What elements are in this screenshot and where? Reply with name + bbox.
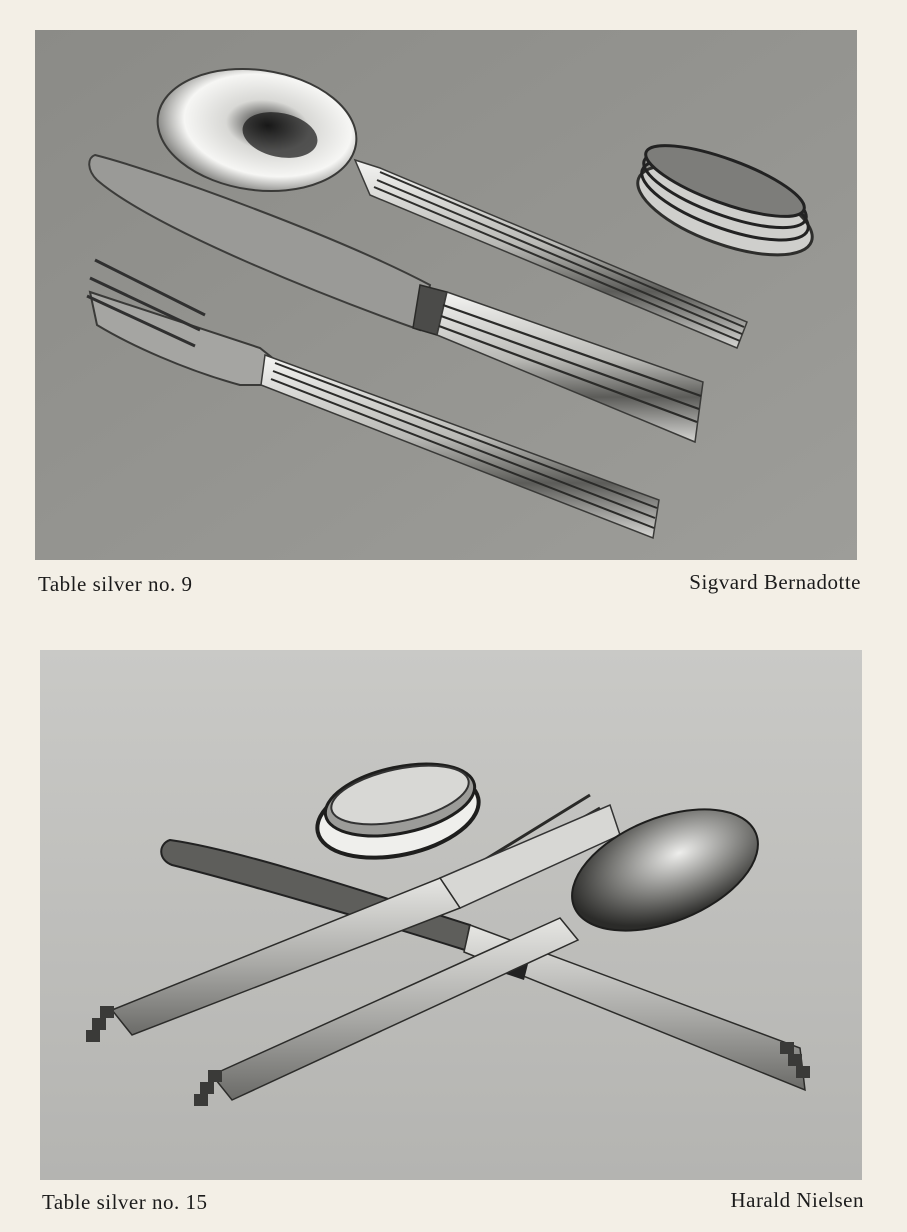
- caption-title: Table silver no. 15: [42, 1190, 208, 1214]
- photo-table-silver-no-9: [35, 30, 857, 560]
- photo-table-silver-no-15: [40, 650, 862, 1180]
- caption-designer: Harald Nielsen: [730, 1188, 864, 1212]
- caption-title: Table silver no. 9: [38, 572, 193, 596]
- caption-designer: Sigvard Bernadotte: [689, 570, 861, 594]
